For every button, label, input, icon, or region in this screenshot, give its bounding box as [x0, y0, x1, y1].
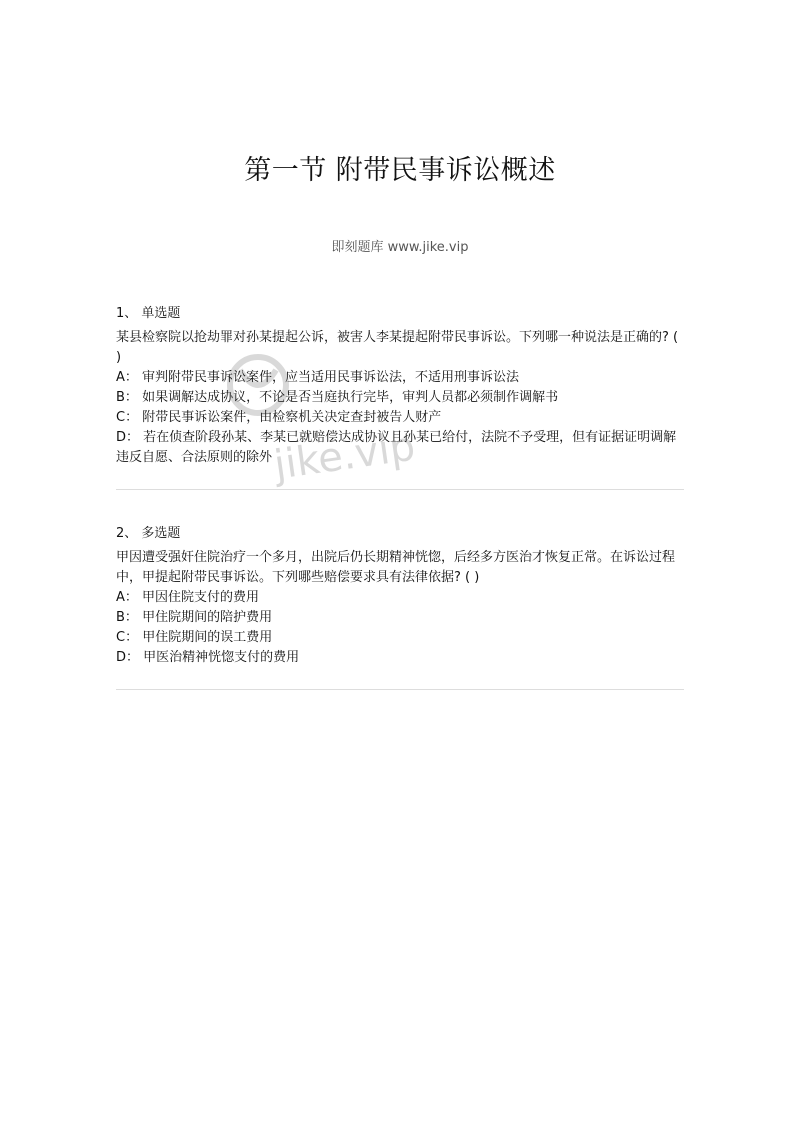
option-text: 甲住院期间的误工费用	[142, 630, 273, 645]
question-type: 多选题	[141, 526, 181, 541]
page-title: 第一节 附带民事诉讼概述	[244, 155, 556, 186]
question-number: 1、	[116, 306, 138, 321]
option-label: C：	[116, 630, 139, 645]
option-b	[116, 608, 684, 628]
watermark-text: jike.vip	[271, 423, 418, 489]
option-text: 甲医治精神恍惚支付的费用	[143, 650, 300, 665]
section-divider	[116, 489, 684, 490]
question-stem: 甲因遭受强奸住院治疗一个多月，出院后仍长期精神恍惚，后经多方医治才恢复正常。在诉讼过程中，甲提起附带民事诉讼。下列哪些赔偿要求具有法律依据? ( )	[116, 550, 676, 585]
question-2	[116, 524, 684, 668]
site-source: 即刻题库 www.jike.vip	[331, 240, 469, 255]
question-number: 2、	[116, 526, 138, 541]
option-label: A：	[116, 370, 138, 385]
option-text: 若在侦查阶段孙某、李某已就赔偿达成协议且孙某已给付，法院不予受理，但有证据证明调解违反自愿、合法原则的除外	[116, 430, 677, 465]
option-text: 甲住院期间的陪护费用	[142, 610, 273, 625]
option-c	[116, 408, 684, 428]
option-d	[116, 648, 684, 668]
question-header	[116, 524, 684, 544]
option-b	[116, 388, 684, 408]
question-header	[116, 304, 684, 324]
option-a	[116, 368, 684, 388]
question-1	[116, 304, 684, 468]
option-label: A：	[116, 590, 138, 605]
option-label: C：	[116, 410, 139, 425]
option-label: B：	[116, 610, 138, 625]
option-text: 如果调解达成协议，不论是否当庭执行完毕，审判人员都必须制作调解书	[142, 390, 559, 405]
option-label: D：	[116, 430, 140, 445]
option-c	[116, 628, 684, 648]
option-label: B：	[116, 390, 138, 405]
option-text: 甲因住院支付的费用	[142, 590, 260, 605]
option-text: 审判附带民事诉讼案件，应当适用民事诉讼法，不适用刑事诉讼法	[142, 370, 520, 385]
question-stem: 某县检察院以抢劫罪对孙某提起公诉，被害人李某提起附带民事诉讼。下列哪一种说法是正确的? ( )	[116, 330, 679, 365]
section-divider	[116, 689, 684, 690]
option-label: D：	[116, 650, 140, 665]
option-text: 附带民事诉讼案件，由检察机关决定查封被告人财产	[142, 410, 442, 425]
question-type: 单选题	[141, 306, 181, 321]
option-d	[116, 428, 684, 468]
option-a	[116, 588, 684, 608]
